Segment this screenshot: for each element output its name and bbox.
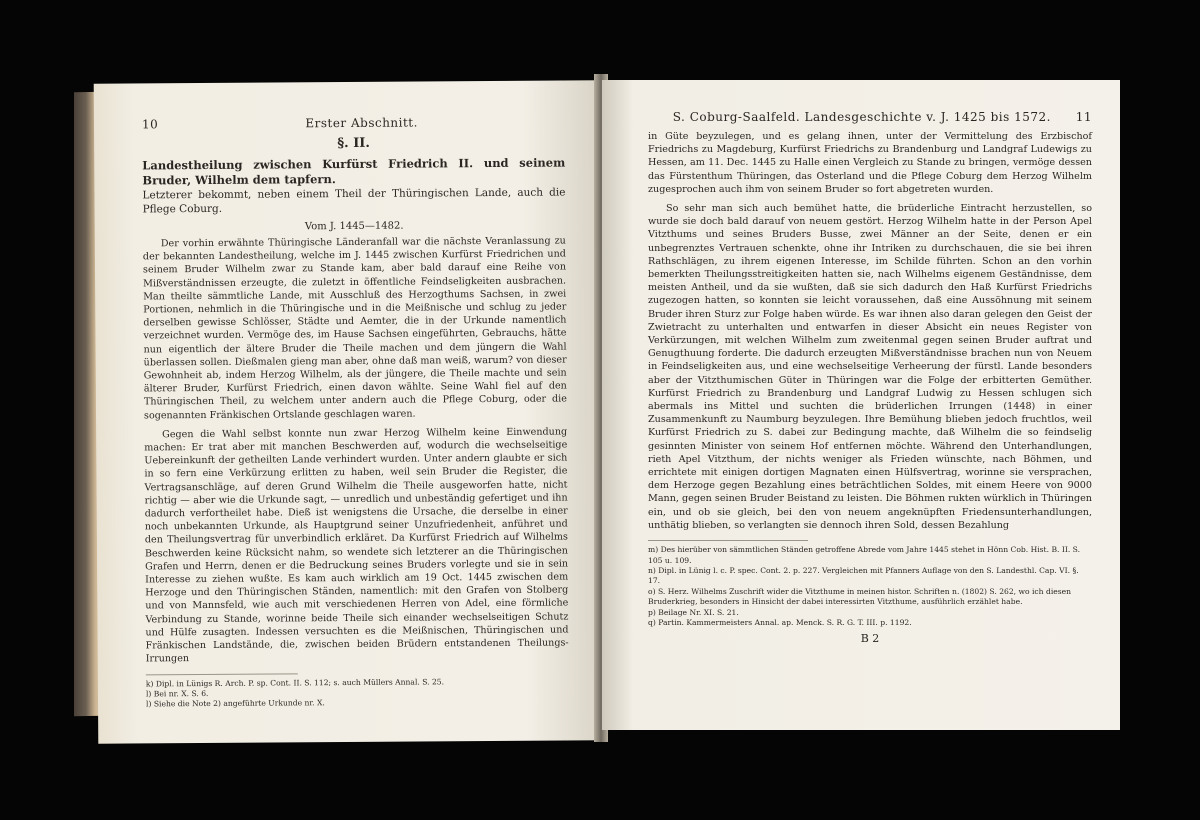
footnote: l) Bei nr. X. S. 6. <box>145 688 209 699</box>
right-paragraph-2: So sehr man sich auch bemühet hatte, die brüderliche Eintracht herzustellen, so wurde sie doch bald darauf von neuem gestört. Herzog Wilhelm hatte in der Person Apel Vitzthums und seines Bruders Busse, zwei Männer an der Seite, denen er ein unbegrenztes Vertrauen schenkte, ohne ihr Intriken zu durchschauen, die sie bei ihren Rathschlägen, zu ihrem eigenen Interesse, im Schilde führten. Schon an den vorhin bemerkten Theilungsstreitigkeiten hatten sie, nach Wilhelms eigenem Geständnisse, dem meisten Antheil, und da sie wußten, daß sie sich dadurch den Haß Kurfürst Friedrichs zugezogen hatten, so konnten sie leicht voraussehen, daß eine Aussöhnung mit seinem Bruder ihren Sturz zur Folge haben würde. Es war ihnen also daran gelegen den Geist der Zwietracht zu unterhalten und entwarfen in dieser Absicht ein neues Register von Verkürzungen, mit welchen Wilhelm zum zweitenmal gegen seinen Bruder auftrat und Genugthuung forderte. Die dadurch erzeugten Mißverständnisse brachen nun von Neuem in Feindseligkeiten aus, und eine wechselseitige Verheerung der fürstl. Lande besonders aber der Vitzthumischen Güter in Thüringen war die Folge der erbitterten Gemüther. Kurfürst Friedrich zu Brandenburg und Landgraf Ludwig zu Hessen schlugen sich abermals ins Mittel und suchten die brüderlichen Irrungen (1448) in einer Zusammenkunft zu Naumburg beyzulegen. Ihre Bemühung blieben jedoch fruchtlos, weil Kurfürst Friedrich zu S. dabei zur Bedingung machte, daß Wilhelm die so feindselig gesinnten Minister von seinem Hof entfernen möchte. Während den Unterhandlungen, rieth Apel Vitzthum, der nichts weniger als Frieden wünschte, nach Böhmen, und errichtete mit einigen dortigen Magnaten einen Hülfsvertrag, worinne sie versprachen, dem Herzoge gegen Bezahlung eines beträchtlichen Soldes, mit einem Heere von 9000 Mann, gegen seinen Bruder Beistand zu leisten. Die Böhmen rukten würklich in Thüringen ein, und ob sie gleich, bei den von neuem angeknüpften Friedensunterhandlungen, unthätig blieben, so verlangten sie dennoch ihren Sold, dessen Bezahlung <box>648 203 1092 531</box>
open-book <box>74 74 1126 742</box>
signature-mark: B 2 <box>860 632 880 646</box>
right-page <box>602 80 1120 730</box>
left-running-title: Erster Abschnitt. <box>305 115 418 131</box>
right-running-title: S. Coburg-Saalfeld. Landesgeschichte v. J. 1425 bis 1572. <box>672 110 1051 124</box>
left-page-number: 10 <box>141 117 159 132</box>
left-paragraph-2: Gegen die Wahl selbst konnte nun zwar Herzog Wilhelm keine Einwendung machen: Er trat aber mit manchen Beschwerden auf, wodurch die wechselseitige Uebereinkunft der getheilten Lande verhindert wurden. Unter andern glaubte er sich in so fern eine Verkürzung erlitten zu haben, weil sein Bruder die Register, die Vertragsanschläge, auf deren Grund Wilhelm die Theile ausgeworfen hatte, nicht richtig — aber wie die Urkunde sagt, — unredlich und unbeständig gefertiget und ihn dadurch verfortheilet habe. Dieß ist wenigstens die Ursache, die derselbe in einer noch unbekannten Urkunde, als Hauptgrund seiner Unzufriedenheit, anführet und den Theilungsvertrag für unverbindlich erkläret. Da Kurfürst Friedrich auf Wilhelms Beschwerden keine Rücksicht nahm, so wendete sich letzterer an die Thüringischen Grafen und Herrn, denen er die Bedruckung seines Bruders vorlegte und sie in sein Interesse zu ziehen wußte. Es kam auch wirklich am 19 Oct. 1445 zwischen dem Herzoge und den Thüringischen Ständen, namentlich: mit den Grafen von Stolberg und von Mannsfeld, wie auch mit verschiedenen Herren von Adel, eine förmliche Verbindung zu Stande, worinne beide Theile sich einander wechselseitigen Schutz und Hülfe zusagten. Indessen versuchten es die Meißnischen, Thüringischen und Fränkischen Landstände, die, zwischen beiden Brüdern entstandenen Theilungs-Irrungen <box>144 426 569 665</box>
section-subheading: Letzterer bekommt, neben einem Theil der Thüringischen Lande, auch die Pflege Coburg. <box>142 186 566 216</box>
right-footnote-rule <box>648 540 808 541</box>
left-page <box>94 80 604 744</box>
right-footnotes <box>648 545 1092 628</box>
section-dateline: Vom J. 1445—1482. <box>304 220 404 233</box>
right-paragraph-1: in Güte beyzulegen, und es gelang ihnen, unter der Vermittelung des Erzbischof Friedrichs zu Magdeburg, Kurfürst Friedrichs zu Brandenburg und Landgraf Ludewigs zu Hessen, am 11. Dec. 1445 zu Halle einen Vergleich zu Stande zu bringen, vermöge dessen das Fürstenthum Thüringen, das Osterland und die Pflege Coburg dem Herzog Wilhelm zugesprochen auch ihm von seinem Bruder so fort abgetreten wurden. <box>648 131 1092 195</box>
left-paragraph-1: Der vorhin erwähnte Thüringische Länderanfall war die nächste Veranlassung zu der bekannten Landestheilung, welche im J. 1445 zwischen Kurfürst Friedrichen und seinem Bruder Wilhelm zwar zu Stande kam, aber bald darauf eine Reihe von Mißverständnissen erzeugte, die zuletzt in öffentliche Feindseligkeiten ausbrachen. Man theilte sämmtliche Lande, mit Ausschluß des Herzogthums Sachsen, in zwei Portionen, nehmlich in die Thüringische und in die Meißnische und schlug zu jeder derselben gewisse Schlösser, Städte und Aemter, die in der Urkunde namentlich verzeichnet wurden. Vermöge des, im Hause Sachsen eingeführten, Gebrauchs, hätte nun eigentlich der ältere Bruder die Theile machen und dem jüngern die Wahl überlassen sollen. Dießmalen gieng man aber, ohne daß man weiß, warum? von dieser Gewohnheit ab, indem Herzog Wilhelm, als der jüngere, die Theile machte und sein älterer Bruder, Kurfürst Friedrich, einen davon wählte. Seine Wahl fiel auf den Thüringischen Theil, zu welchem unter andern auch die Pflege Coburg, oder die sogenannten Fränkischen Ortslande geschlagen waren. <box>142 235 567 422</box>
left-footnotes <box>146 676 569 710</box>
left-footnote-rule <box>146 673 298 675</box>
section-number: §. II. <box>337 135 370 152</box>
footnote: m) Des hierüber von sämmtlichen Ständen getroffene Abrede vom Jahre 1445 stehet in Hönn Cob. Hist. B. II. S. 105 u. 109. <box>648 545 1081 565</box>
footnote: n) Dipl. in Lünig l. c. P. spec. Cont. 2. p. 227. Vergleichen mit Pfanners Auflage von den S. Landesthl. Cap. VI. §. 17. <box>648 565 1079 586</box>
footnote: o) S. Herz. Wilhelms Zuschrift wider die Vitzthume in meinen histor. Schriften n. (1802) S. 262, wo ich diesen Bruderkrieg, besonders in Hinsicht der dabei interessirten Vitzthume, ausführlich erzählet habe. <box>648 586 1072 607</box>
footnote: p) Beilage Nr. XI. S. 21. <box>648 607 739 617</box>
footnote: q) Partin. Kammermeisters Annal. ap. Menck. S. R. G. T. III. p. 1192. <box>648 617 912 627</box>
footnote: l) Siehe die Note 2) angeführte Urkunde nr. X. <box>146 698 325 709</box>
right-page-number: 11 <box>1075 110 1092 124</box>
left-running-head <box>142 114 565 131</box>
section-heading: Landestheilung zwischen Kurfürst Friedrich II. und seinem Bruder, Wilhelm dem tapfern. <box>142 155 566 188</box>
footnote: k) Dipl. in Lünigs R. Arch. P. sp. Cont. II. S. 112; s. auch Müllers Annal. S. 25. <box>145 676 445 688</box>
right-running-head <box>648 110 1092 124</box>
